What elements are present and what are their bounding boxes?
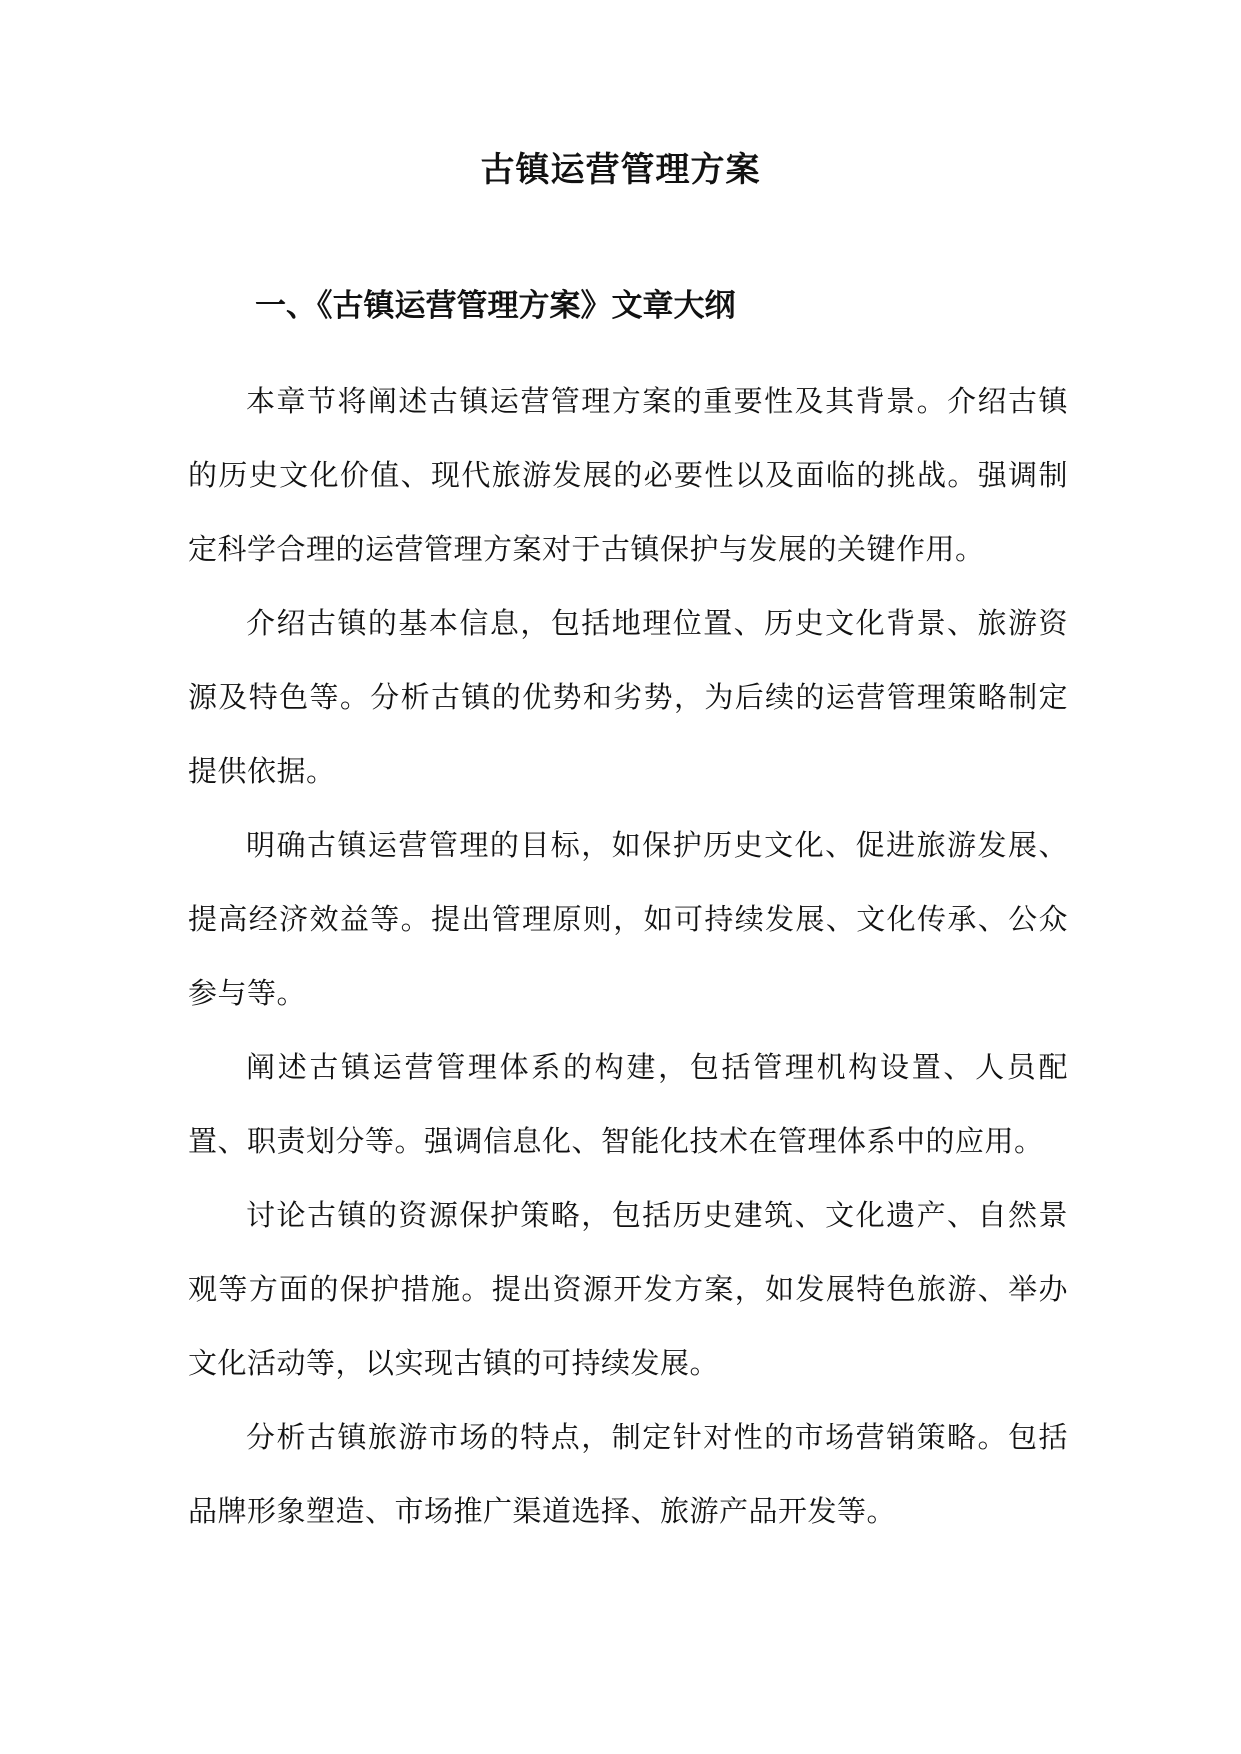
- document-title: 古镇运营管理方案: [480, 150, 761, 190]
- paragraph-background: 本章节将阐述古镇运营管理方案的重要性及其背景。介绍古镇的历史文化价值、现代旅游发展的必要性以及面临的挑战。强调制定科学合理的运营管理方案对于古镇保护与发展的关键作用。: [188, 384, 1068, 566]
- body-text: [188, 364, 1068, 1548]
- paragraph-goals-principles: 明确古镇运营管理的目标，如保护历史文化、促进旅游发展、提高经济效益等。提出管理原则，如可持续发展、文化传承、公众参与等。: [188, 828, 1068, 1010]
- paragraph-marketing: 分析古镇旅游市场的特点，制定针对性的市场营销策略。包括品牌形象塑造、市场推广渠道选择、旅游产品开发等。: [188, 1420, 1068, 1528]
- section-heading: 一、《古镇运营管理方案》文章大纲: [255, 288, 736, 324]
- paragraph-resource-protection: 讨论古镇的资源保护策略，包括历史建筑、文化遗产、自然景观等方面的保护措施。提出资源开发方案，如发展特色旅游、举办文化活动等，以实现古镇的可持续发展。: [188, 1198, 1068, 1380]
- paragraph-basic-info: 介绍古镇的基本信息，包括地理位置、历史文化背景、旅游资源及特色等。分析古镇的优势和劣势，为后续的运营管理策略制定提供依据。: [188, 606, 1068, 788]
- paragraph-management-system: 阐述古镇运营管理体系的构建，包括管理机构设置、人员配置、职责划分等。强调信息化、智能化技术在管理体系中的应用。: [188, 1050, 1068, 1158]
